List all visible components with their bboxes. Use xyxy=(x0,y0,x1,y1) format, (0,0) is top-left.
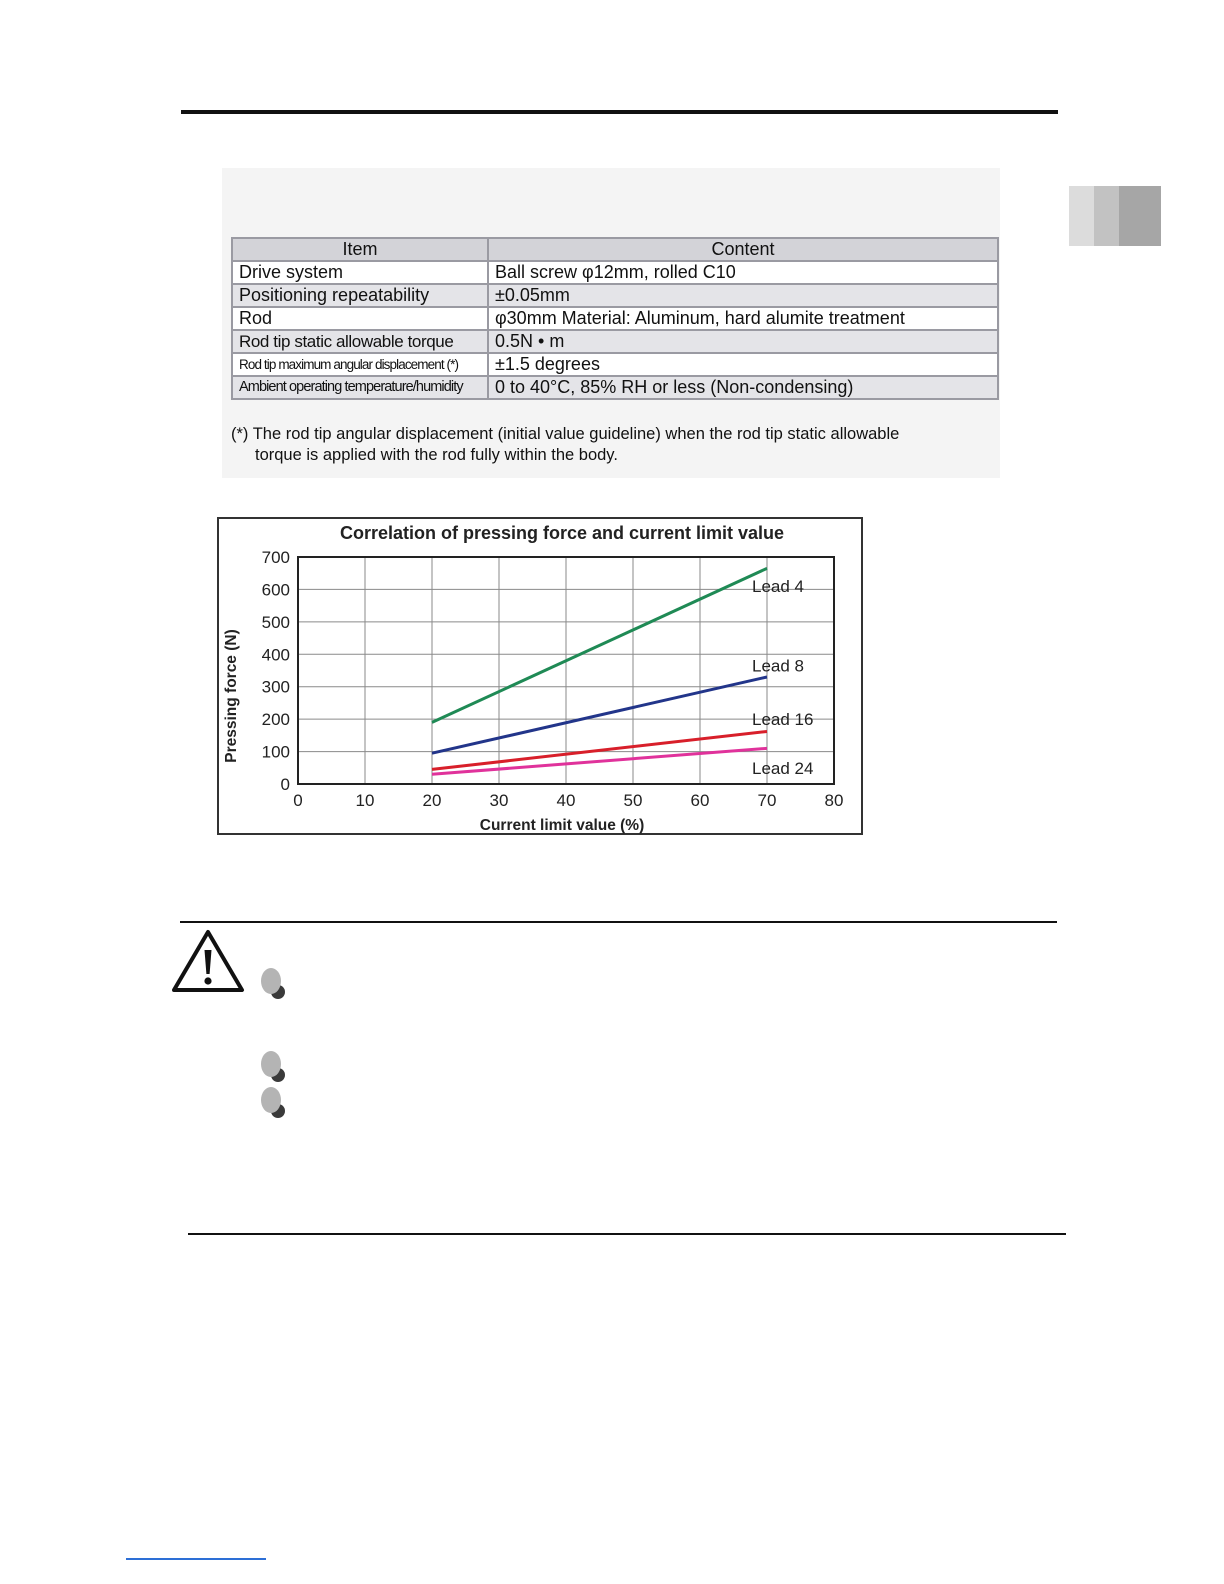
chart-y-label: Pressing force (N) xyxy=(223,629,240,763)
spec-table xyxy=(231,237,999,400)
header-rule xyxy=(181,110,1058,114)
chart-frame xyxy=(217,517,863,835)
table-row xyxy=(232,330,998,353)
chart-x-tick-label: 20 xyxy=(422,791,442,810)
header-content: Content xyxy=(488,238,998,261)
chapter-tab-segment xyxy=(1069,186,1094,246)
chart-series-label: Lead 4 xyxy=(752,577,804,597)
chart-x-label: Current limit value (%) xyxy=(479,817,645,834)
chart-series-line xyxy=(432,677,767,753)
row-item: Rod tip maximum angular displacement (*) xyxy=(232,353,488,376)
chapter-tab xyxy=(1069,186,1161,246)
section-rule-bottom xyxy=(188,1233,1066,1235)
row-item: Ambient operating temperature/humidity xyxy=(232,376,488,399)
chapter-tab-segment xyxy=(1094,186,1119,246)
row-item: Rod tip static allowable torque xyxy=(232,330,488,353)
chart-y-tick-label: 0 xyxy=(280,775,290,794)
row-item: Drive system xyxy=(232,261,488,284)
chart-x-tick-label: 40 xyxy=(556,791,576,810)
footnote-line: (*) The rod tip angular displacement (initial value guideline) when the rod tip static allowable xyxy=(231,425,900,443)
spec-footnote xyxy=(231,424,991,466)
table-row xyxy=(232,353,998,376)
chart-x-tick-label: 60 xyxy=(690,791,710,810)
chart-series-label: Lead 16 xyxy=(752,710,814,730)
bullet-dot-icon xyxy=(258,1047,288,1085)
bullet-dot-icon xyxy=(258,1083,288,1121)
warning-triangle-icon xyxy=(171,928,245,994)
chart-series-label: Lead 24 xyxy=(752,758,814,778)
chart-series-line xyxy=(432,748,767,774)
chart-x-tick-label: 30 xyxy=(489,791,509,810)
chart-y-tick-label: 200 xyxy=(261,710,290,730)
row-item: Positioning repeatability xyxy=(232,284,488,307)
header-item: Item xyxy=(232,238,488,261)
row-content: φ30mm Material: Aluminum, hard alumite treatment xyxy=(488,307,998,330)
chart-series-label: Lead 8 xyxy=(752,656,804,676)
chart-y-tick-label: 300 xyxy=(261,677,290,697)
footnote-line: torque is applied with the rod fully within the body. xyxy=(255,446,618,464)
row-content: 0.5N • m xyxy=(488,330,998,353)
chart-x-tick-label: 50 xyxy=(623,791,643,810)
row-content: ±0.05mm xyxy=(488,284,998,307)
row-content: ±1.5 degrees xyxy=(488,353,998,376)
row-item: Rod xyxy=(232,307,488,330)
row-content: 0 to 40°C, 85% RH or less (Non-condensing) xyxy=(488,376,998,399)
section-rule xyxy=(180,921,1057,923)
table-row xyxy=(232,307,998,330)
table-row xyxy=(232,376,998,399)
chart-x-tick-label: 70 xyxy=(757,791,777,810)
chart-series-line xyxy=(432,731,767,769)
chart-y-tick-label: 700 xyxy=(261,548,290,567)
pressing-force-chart xyxy=(219,519,865,837)
chart-y-tick-label: 100 xyxy=(261,742,290,762)
chart-series-line xyxy=(432,568,767,722)
chart-y-tick-label: 600 xyxy=(261,580,290,600)
chart-y-tick-label: 400 xyxy=(261,645,290,665)
chart-y-tick-label: 500 xyxy=(261,612,290,632)
chart-title: Correlation of pressing force and current limit value xyxy=(339,523,785,543)
chapter-tab-segment xyxy=(1119,186,1161,246)
footer-link[interactable] xyxy=(126,1558,266,1560)
chart-x-tick-label: 0 xyxy=(293,791,303,810)
bullet-dot-icon xyxy=(258,964,288,1002)
table-row xyxy=(232,261,998,284)
chart-x-tick-label: 80 xyxy=(824,791,844,810)
spec-table-header xyxy=(232,238,998,261)
chart-x-tick-label: 10 xyxy=(355,791,375,810)
table-row xyxy=(232,284,998,307)
row-content: Ball screw φ12mm, rolled C10 xyxy=(488,261,998,284)
